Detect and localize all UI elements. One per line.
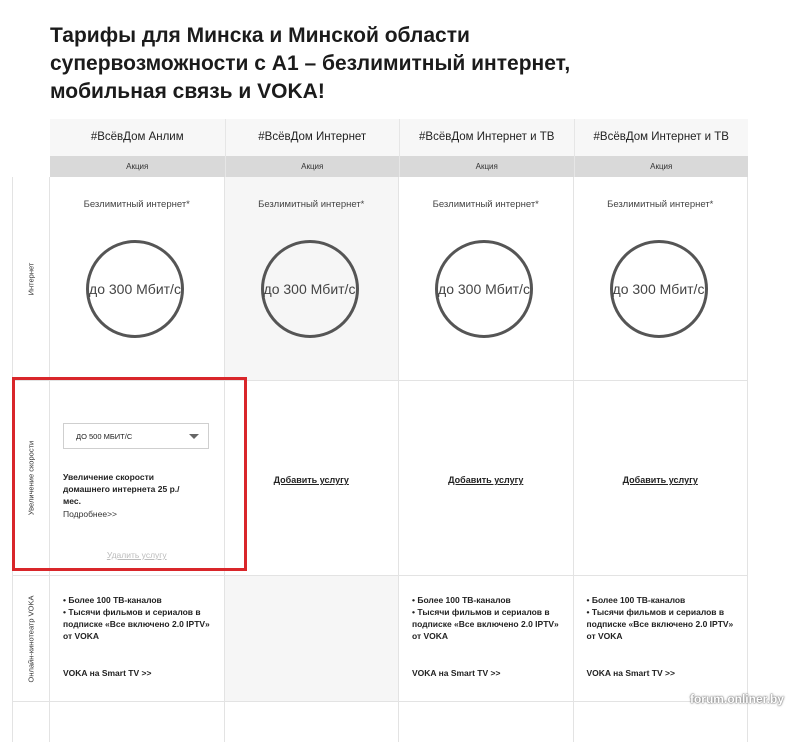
plan-header-3[interactable] xyxy=(399,119,574,177)
speed-cell-3 xyxy=(399,381,574,575)
voka-cell-3 xyxy=(399,576,574,701)
voka-cell-2 xyxy=(225,576,400,701)
next-cell-4 xyxy=(574,702,749,742)
speed-circle xyxy=(610,240,708,338)
speed-description: Увеличение скорости домашнего интернета 25 р./мес. xyxy=(63,472,180,506)
plans-header xyxy=(50,119,748,177)
voka-feature-films: • Тысячи фильмов и сериалов в подписке «Все включено 2.0 IPTV» от VOKA xyxy=(412,607,559,641)
plan-name: #ВсёвДом Анлим xyxy=(50,119,225,156)
speed-circle xyxy=(86,240,184,338)
next-cell-1 xyxy=(50,702,225,742)
internet-cell-3 xyxy=(399,177,574,380)
promo-badge: Акция xyxy=(575,156,749,177)
voka-feature-films: • Тысячи фильмов и сериалов в подписке «Все включено 2.0 IPTV» от VOKA xyxy=(586,607,734,641)
promo-badge: Акция xyxy=(400,156,574,177)
voka-cell-1 xyxy=(50,576,225,701)
plan-name: #ВсёвДом Интернет xyxy=(226,119,400,156)
speed-select-value: ДО 500 МБИТ/С xyxy=(76,432,133,441)
row-label-next xyxy=(12,702,50,742)
more-link[interactable]: Подробнее>> xyxy=(63,509,118,519)
internet-label: Безлимитный интернет* xyxy=(83,199,190,210)
next-cell-3 xyxy=(399,702,574,742)
speed-cell-2 xyxy=(225,381,400,575)
internet-label: Безлимитный интернет* xyxy=(432,199,539,210)
voka-feature-films: • Тысячи фильмов и сериалов в подписке «Все включено 2.0 IPTV» от VOKA xyxy=(63,607,210,641)
voka-features xyxy=(412,594,567,642)
page-title xyxy=(50,22,750,106)
speed-boost-row xyxy=(12,381,748,576)
speed-select[interactable] xyxy=(63,423,209,449)
speed-cell-4 xyxy=(574,381,749,575)
voka-smart-tv-link[interactable]: VOKA на Smart TV >> xyxy=(63,668,152,678)
plan-header-2[interactable] xyxy=(225,119,400,177)
title-line-2: супервозможности с A1 – безлимитный интернет, xyxy=(50,52,571,75)
speed-value: до 300 Мбит/с xyxy=(263,281,356,297)
voka-smart-tv-link[interactable]: VOKA на Smart TV >> xyxy=(412,668,501,678)
speed-circle xyxy=(435,240,533,338)
promo-badge: Акция xyxy=(226,156,400,177)
add-service-link[interactable]: Добавить услугу xyxy=(622,475,698,485)
speed-cell-1 xyxy=(50,381,225,575)
plan-header-4[interactable] xyxy=(574,119,749,177)
tariff-grid xyxy=(12,177,748,742)
promo-badge: Акция xyxy=(50,156,225,177)
internet-cell-4 xyxy=(574,177,749,380)
plan-name: #ВсёвДом Интернет и ТВ xyxy=(400,119,574,156)
watermark: forum.onliner.by xyxy=(689,692,784,706)
row-label-voka: Онлайн-кинотеатр VOKA xyxy=(12,576,50,701)
next-cell-2 xyxy=(225,702,400,742)
remove-service-link[interactable]: Удалить услугу xyxy=(106,550,167,560)
internet-cell-1 xyxy=(50,177,225,380)
voka-cell-4 xyxy=(574,576,749,701)
title-line-1: Тарифы для Минска и Минской области xyxy=(50,24,470,47)
row-label-internet: Интернет xyxy=(12,177,50,380)
next-row xyxy=(12,702,748,742)
title-line-3: мобильная связь и VOKA! xyxy=(50,80,325,103)
voka-row xyxy=(12,576,748,702)
internet-label: Безлимитный интернет* xyxy=(607,199,714,210)
voka-feature-channels: • Более 100 ТВ-каналов xyxy=(586,595,686,605)
chevron-down-icon xyxy=(189,434,199,439)
speed-value: до 300 Мбит/с xyxy=(612,281,705,297)
speed-value: до 300 Мбит/с xyxy=(89,281,181,297)
voka-features xyxy=(63,594,218,642)
plan-header-1[interactable] xyxy=(50,119,225,177)
row-label-speed: Увеличение скорости xyxy=(12,381,50,575)
internet-row xyxy=(12,177,748,381)
voka-feature-channels: • Более 100 ТВ-каналов xyxy=(412,595,511,605)
internet-cell-2 xyxy=(225,177,400,380)
add-service-link[interactable]: Добавить услугу xyxy=(273,475,349,485)
internet-label: Безлимитный интернет* xyxy=(258,199,365,210)
voka-features xyxy=(587,594,742,642)
plan-name: #ВсёвДом Интернет и ТВ xyxy=(575,119,749,156)
voka-smart-tv-link[interactable]: VOKA на Smart TV >> xyxy=(586,668,675,678)
add-service-link[interactable]: Добавить услугу xyxy=(448,475,524,485)
speed-value: до 300 Мбит/с xyxy=(438,281,530,297)
speed-circle xyxy=(261,240,359,338)
voka-feature-channels: • Более 100 ТВ-каналов xyxy=(63,595,162,605)
